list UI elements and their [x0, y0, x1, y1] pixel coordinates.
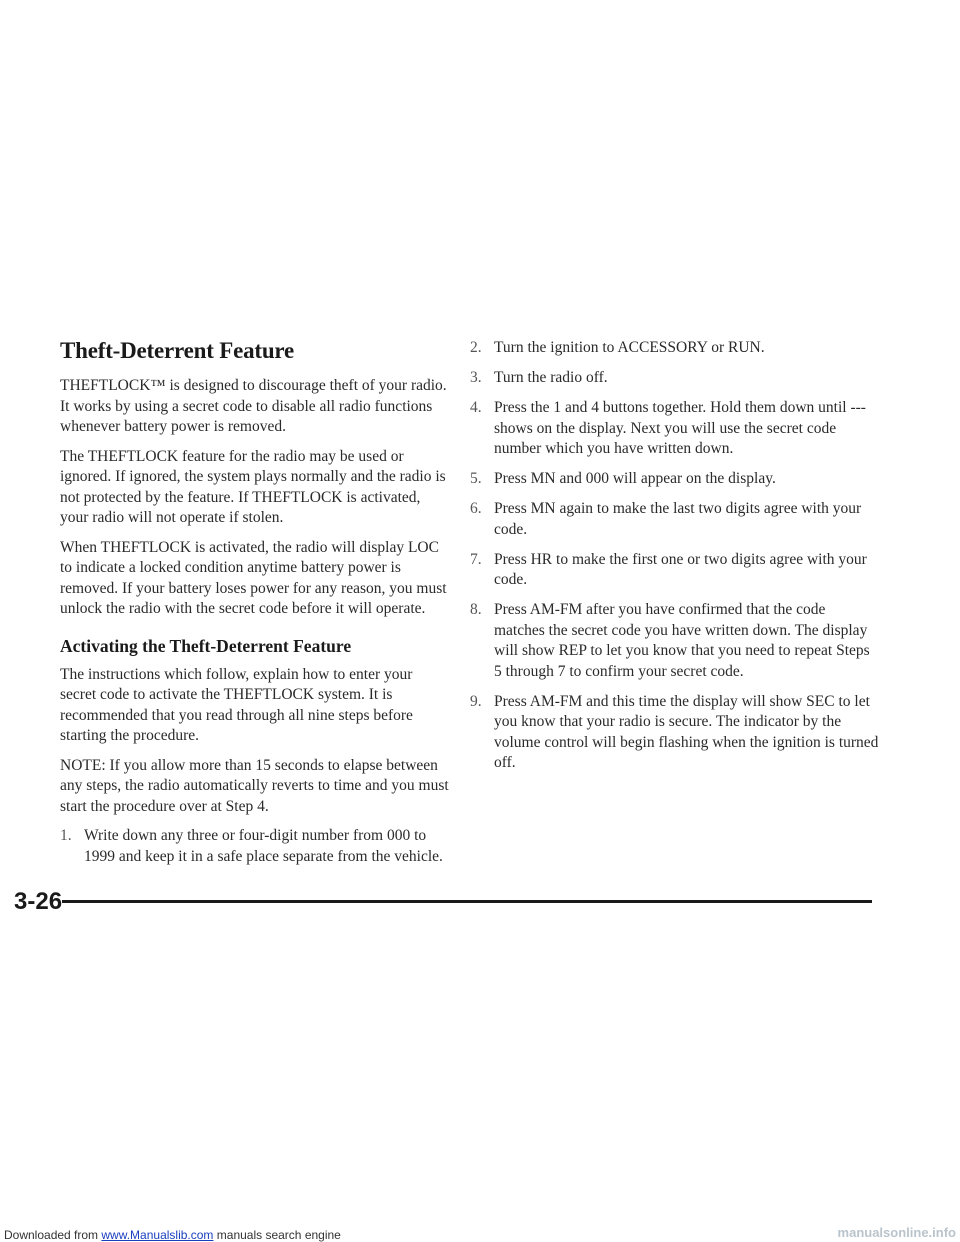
paragraph-usage: The THEFTLOCK feature for the radio may be used or ignored. If ignored, the system plays normally and the radio is not protected by the feature. If THEFTLOCK is activated, your radio will not operate if stolen.: [60, 447, 446, 526]
step-text: Press MN again to make the last two digits agree with your code.: [494, 500, 862, 538]
section-title: Theft-Deterrent Feature: [60, 338, 295, 363]
step-text: Press the 1 and 4 buttons together. Hold them down until --- shows on the display. Next you will use the secret code number which you have written down.: [494, 399, 866, 457]
footer-rule: [62, 900, 872, 903]
download-watermark: [4, 1228, 341, 1242]
step-number: 3.: [470, 369, 482, 386]
subsection-title: Activating the Theft-Deterrent Feature: [60, 635, 352, 656]
step-text: Press AM-FM after you have confirmed that the code matches the secret code you have written down. The display will show REP to let you know that you need to repeat Steps 5 through 7 to confirm your secret code.: [494, 601, 870, 680]
step-number: 7.: [470, 550, 482, 568]
steps-list-right: [470, 338, 880, 774]
step-text: Write down any three or four-digit number from 000 to 1999 and keep it in a safe place separate from the vehicle.: [84, 827, 443, 865]
step-number: 9.: [470, 692, 482, 710]
step-item: [60, 826, 450, 867]
step-item: [470, 692, 880, 774]
step-number: 4.: [470, 399, 482, 416]
page-footer: [0, 888, 960, 916]
step-item: [470, 600, 880, 682]
step-number: 6.: [470, 500, 482, 517]
manualsonline-watermark: manualsonline.info: [837, 1225, 956, 1240]
step-item: [470, 338, 880, 359]
step-text: Press MN and 000 will appear on the display.: [494, 470, 776, 487]
step-item: [470, 550, 880, 591]
right-column: [470, 338, 880, 783]
step-number: 1.: [60, 827, 72, 844]
step-text: Turn the ignition to ACCESSORY or RUN.: [494, 339, 765, 356]
paragraph-note: NOTE: If you allow more than 15 seconds to elapse between any steps, the radio automatically reverts to time and you must start the procedure over at Step 4.: [60, 756, 449, 815]
steps-list-left: [60, 826, 450, 867]
paragraph-intro: THEFTLOCK™ is designed to discourage theft of your radio. It works by using a secret code to disable all radio functions whenever battery power is removed.: [60, 377, 447, 435]
step-item: [470, 499, 880, 540]
paragraph-loc: When THEFTLOCK is activated, the radio will display LOC to indicate a locked condition anytime battery power is removed. If your battery loses power for any reason, you must unlock the radio with the secret code before it will operate.: [60, 538, 447, 617]
step-item: [470, 398, 880, 460]
left-column: [60, 338, 450, 876]
step-text: Press HR to make the first one or two digits agree with your code.: [494, 550, 867, 588]
step-number: 8.: [470, 601, 482, 618]
paragraph-instructions: The instructions which follow, explain how to enter your secret code to activate the THEFTLOCK system. It is recommended that you read through all nine steps before starting the procedure.: [60, 665, 413, 744]
watermark-prefix: Downloaded from: [4, 1228, 102, 1242]
step-item: [470, 368, 880, 389]
step-text: Turn the radio off.: [494, 369, 608, 386]
watermark-suffix: manuals search engine: [213, 1228, 341, 1242]
step-number: 5.: [470, 470, 482, 487]
manualslib-link[interactable]: www.Manualslib.com: [101, 1228, 214, 1242]
step-number: 2.: [470, 339, 482, 356]
page-number: 3-26: [14, 888, 63, 915]
step-text: Press AM-FM and this time the display will show SEC to let you know that your radio is secure. The indicator by the volume control will begin flashing when the ignition is turned off.: [494, 692, 879, 771]
step-item: [470, 469, 880, 490]
